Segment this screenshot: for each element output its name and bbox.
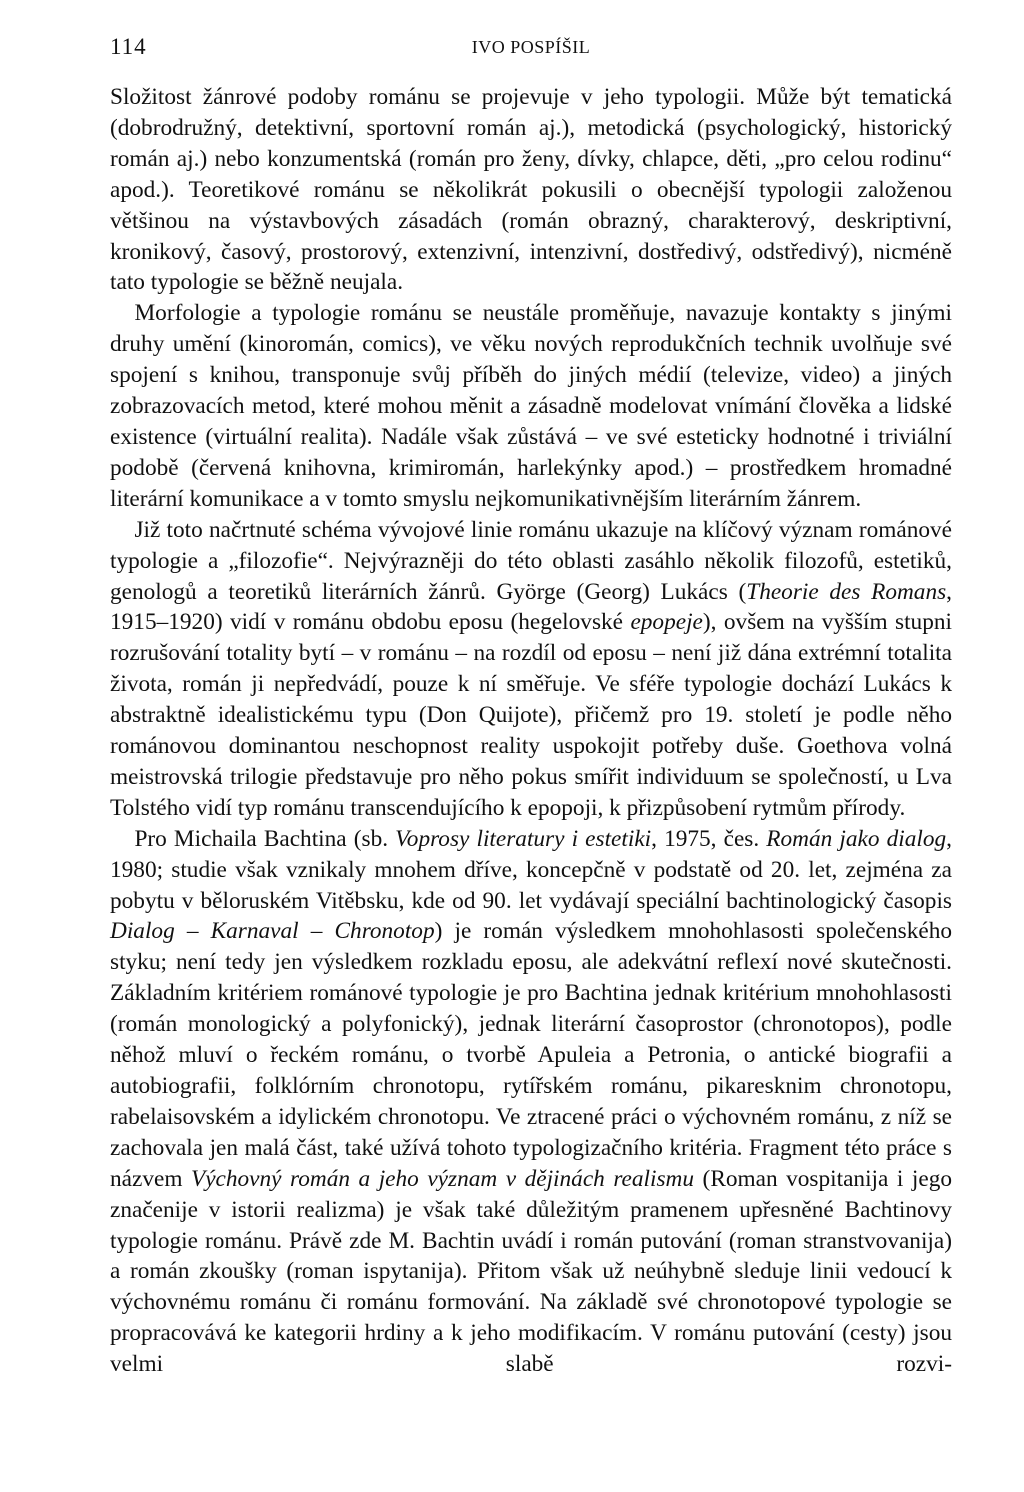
page-header bbox=[110, 34, 952, 64]
page-number: 114 bbox=[110, 34, 147, 59]
text-run: ) je román výsledkem mnohohlasosti společenského styku; není tedy jen výsledkem rozkladu eposu, ale adekvátní reflexí nové skutečnosti. Základním kritériem románové typologie je pro Bachtina jednak kritérium mnohohlasosti (román monologický a polyfonický), jednak literární časoprostor (chronotopos), podle něhož mluví o řeckém románu, o tvorbě Apuleia a Petronia, o antické biografii a autobiografii, folklórním chronotopu, rytířském románu, pikaresknim chronotopu, rabelaisovském a idylickém chronotopu. Ve ztracené práci o výchovném románu, z níž se zachovala jen malá část, také užívá tohoto typologizačního kritéria. Fragment této práce s názvem bbox=[110, 918, 952, 1192]
running-head: IVO POSPÍŠIL bbox=[471, 37, 591, 57]
italic-title: Román jako dialog bbox=[766, 825, 947, 852]
text-run: ), ovšem na vyšším stupni rozrušování totality bytí – v románu – na rozdíl od eposu – není již dána extrémní totalita života, román ji nepředvádí, pouze k ní směřuje. Ve sféře typologie dochází Lukács k abstraktně idealistickému typu (Don Quijote), přičemž pro 19. století je podle něho románovou dominantou neschopnost reality uspokojit potřeby duše. Goethova volná meistrovská trilogie představuje pro něho pokus smířit individuum se společností, u Lva Tolstého vidí typ románu transcendujícího k epopoji, k přizpůsobení rytmům přírody. bbox=[110, 609, 952, 821]
text-run: (Roman vospitanija i jego značenije v istorii realizma) je však také důležitým pramenem upřesněné Bachtinovy typologie románu. Právě zde M. Bachtin uvádí i román putování (roman stranstvovanija) a román zkoušky (roman ispytanija). Přitom však už neúhybně sleduje linii vedoucí k výchovnému románu či románu formování. Na základě své chronotopové typologie se propracovává ke kategorii hrdiny a k jeho modifikacím. V románu putování (cesty) jsou velmi slabě rozvi- bbox=[110, 1165, 953, 1378]
paragraph bbox=[110, 298, 952, 514]
text-run: , 1980; studie však vznikaly mnohem dříve, koncepčně v podstatě od 20. let, zejména za pobytu v běloruském Vitěbsku, kde od 90. let vydávají speciální bachtinologický časopis bbox=[110, 825, 952, 914]
text-run: , 1975, čes. bbox=[651, 825, 767, 852]
text-run: Již toto načrtnuté schéma vývojové linie románu ukazuje na klíčový význam románové typologie a „filozofie“. Nejvýrazněji do této oblasti zasáhlo několik filozofů, estetiků, genologů a teoretiků literárních žánrů. Györge (Georg) Lukács ( bbox=[110, 516, 952, 605]
italic-title: epopeje bbox=[630, 609, 703, 636]
paragraph bbox=[110, 515, 952, 824]
text-run: Složitost žánrové podoby románu se projevuje v jeho typologii. Může být tematická (dobrodružný, detektivní, sportovní román aj.), metodická (psychologický, historický román aj.) nebo konzumentská (román pro ženy, dívky, chlapce, děti, „pro celou rodinu“ apod.). Teoretikové románu se několikrát pokusili o obecnější typologii založenou většinou na výstavbových zásadách (román obrazný, charakterový, deskriptivní, kronikový, časový, prostorový, extenzivní, intenzivní, dostředivý, odstředivý), nicméně tato typologie se běžně neujala. bbox=[110, 84, 952, 296]
paragraph bbox=[110, 82, 952, 298]
paragraph bbox=[110, 824, 952, 1380]
italic-title: Voprosy literatury i estetiki bbox=[395, 825, 652, 852]
text-run: Pro Michaila Bachtina (sb. bbox=[134, 825, 396, 852]
body-text bbox=[110, 82, 952, 1380]
italic-title: Theorie des Romans bbox=[746, 578, 947, 605]
italic-title: Dialog – Karnaval – Chronotop bbox=[110, 918, 435, 945]
text-run: , 1915–1920) vidí v románu obdobu eposu (hegelovské bbox=[110, 578, 952, 636]
text-run: Morfologie a typologie románu se neustále proměňuje, navazuje kontakty s jinými druhy umění (kinoromán, comics), ve věku nových reprodukčních technik uvolňuje své spojení s knihou, transponuje svůj příběh do jiných médií (televize, video) a jiných zobrazovacích metod, které mohou měnit a zásadně modelovat vnímání člověka a lidské existence (virtuální realita). Nadále však zůstává – ve své esteticky hodnotné i triviální podobě (červená knihovna, krimiromán, harlekýnky apod.) – prostředkem hromadné literární komunikace a v tomto smyslu nejkomunikativnějším literárním žánrem. bbox=[110, 300, 952, 512]
italic-title: Výchovný román a jeho význam v dějinách realismu bbox=[190, 1165, 695, 1192]
